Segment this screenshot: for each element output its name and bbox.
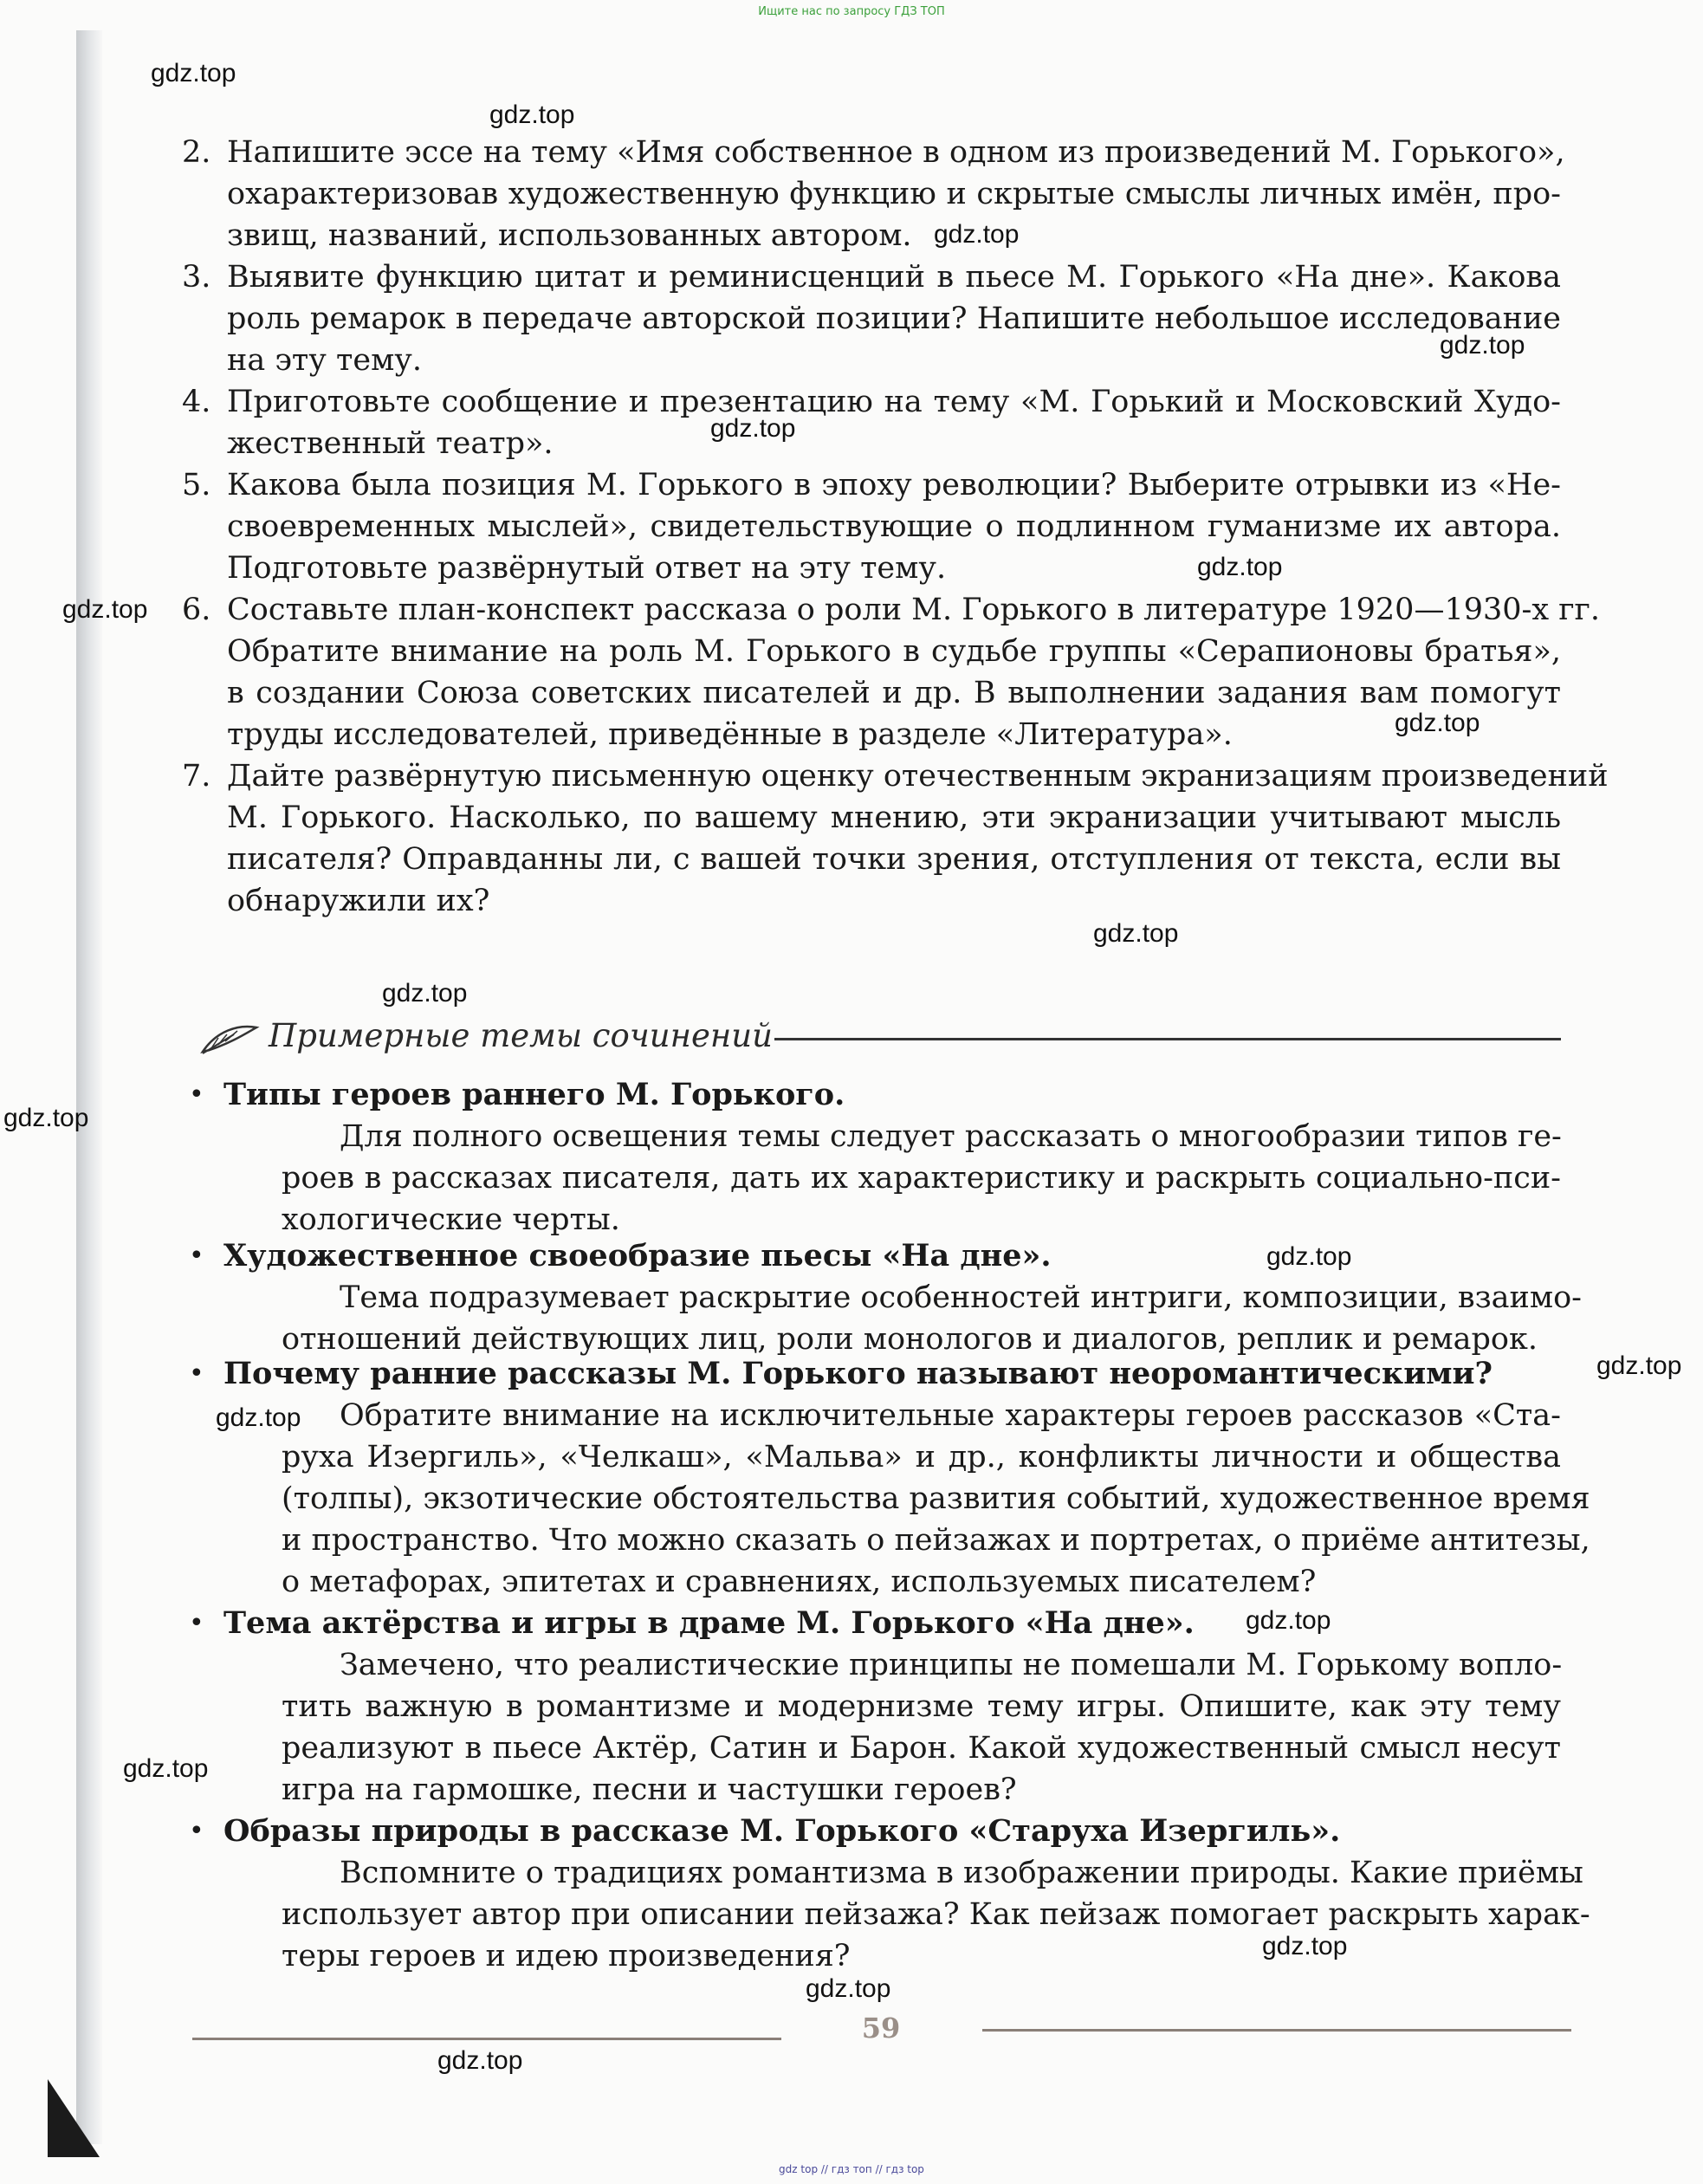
task-text-line: Какова была позиция М. Горького в эпоху революции? Выберите отрывки из «Не- — [227, 468, 1561, 502]
watermark: gdz.top — [3, 1104, 89, 1132]
watermark: gdz.top — [62, 595, 148, 624]
task-text-line: труды исследователей, приведённые в разделе «Литература». — [227, 717, 1233, 752]
top-banner[interactable]: Ищите нас по запросу ГДЗ ТОП — [758, 5, 945, 18]
task-number: 5. — [182, 468, 211, 502]
watermark: gdz.top — [1596, 1351, 1682, 1380]
watermark: gdz.top — [710, 414, 796, 443]
topic-text-line: хологические черты. — [282, 1202, 620, 1237]
task-number: 2. — [182, 135, 211, 170]
topic-text-line: игра на гармошке, песни и частушки героев? — [282, 1772, 1017, 1807]
section-title: Примерные темы сочинений — [269, 1017, 773, 1054]
task-text-line: своевременных мыслей», свидетельствующие о подлинном гуманизме их автора. — [227, 509, 1561, 544]
topic-text-line: Вспомните о традициях романтизма в изображении природы. Какие приёмы — [340, 1856, 1583, 1890]
watermark: gdz.top — [1440, 331, 1525, 360]
task-text-line: жественный театр». — [227, 426, 554, 461]
watermark: gdz.top — [806, 1974, 891, 2003]
task-text-line: в создании Союза советских писателей и др. В выполнении задания вам помогут — [227, 676, 1561, 710]
topic-text-line: теры героев и идею произведения? — [282, 1939, 851, 1973]
topic-title: Художественное своеобразие пьесы «На дне». — [223, 1238, 1052, 1273]
bullet-icon: • — [189, 1816, 204, 1846]
task-number: 4. — [182, 385, 211, 419]
topic-text-line: Обратите внимание на исключительные характеры героев рассказов «Ста- — [340, 1398, 1561, 1433]
topic-text-line: реализуют в пьесе Актёр, Сатин и Барон. Какой художественный смысл несут — [282, 1731, 1561, 1766]
quill-pen-icon — [199, 1022, 260, 1060]
watermark: gdz.top — [1197, 553, 1283, 581]
topic-text-line: роев в рассказах писателя, дать их характеристику и раскрыть социально-пси- — [282, 1161, 1561, 1196]
task-text-line: роль ремарок в передаче авторской позиции? Напишите небольшое исследование — [227, 301, 1561, 336]
topic-text-line: Для полного освещения темы следует рассказать о многообразии типов ге- — [340, 1119, 1562, 1154]
task-text-line: на эту тему. — [227, 343, 423, 378]
task-text-line: охарактеризовав художественную функцию и скрытые смыслы личных имён, про- — [227, 177, 1561, 211]
watermark: gdz.top — [934, 220, 1020, 249]
task-text-line: писателя? Оправданны ли, с вашей точки зрения, отступления от текста, если вы — [227, 842, 1561, 877]
task-number: 6. — [182, 593, 211, 627]
topic-text-line: тить важную в романтизме и модернизме тему игры. Опишите, как эту тему — [282, 1689, 1561, 1724]
section-heading — [192, 1014, 1561, 1066]
page-corner-shadow — [48, 2079, 100, 2157]
watermark: gdz.top — [1266, 1242, 1352, 1271]
bullet-icon: • — [189, 1241, 204, 1271]
book-spine-shadow — [76, 30, 102, 2144]
watermark: gdz.top — [1395, 709, 1480, 737]
topic-text-line: Тема подразумевает раскрытие особенностей интриги, композиции, взаимо- — [340, 1280, 1582, 1315]
task-text-line: Дайте развёрнутую письменную оценку отечественным экранизациям произведений — [227, 759, 1609, 794]
section-heading-rule — [774, 1038, 1561, 1040]
watermark: gdz.top — [1093, 919, 1179, 948]
task-text-line: Обратите внимание на роль М. Горького в судьбе группы «Серапионовы братья», — [227, 634, 1561, 669]
task-text-line: М. Горького. Насколько, по вашему мнению, эти экранизации учитывают мысль — [227, 800, 1561, 835]
task-text-line: обнаружили их? — [227, 884, 490, 918]
watermark: gdz.top — [382, 979, 468, 1008]
task-number: 3. — [182, 260, 211, 295]
task-text-line: Подготовьте развёрнутый ответ на эту тему. — [227, 551, 947, 586]
topic-text-line: (толпы), экзотические обстоятельства развития событий, художественное время — [282, 1481, 1590, 1516]
topic-title: Почему ранние рассказы М. Горького называют неоромантическими? — [223, 1356, 1493, 1391]
topic-text-line: о метафорах, эпитетах и сравнениях, используемых писателем? — [282, 1565, 1317, 1599]
watermark: gdz.top — [437, 2046, 523, 2075]
watermark: gdz.top — [216, 1403, 301, 1432]
topic-text-line: руха Изергиль», «Челкаш», «Мальва» и др., конфликты личности и общества — [282, 1440, 1561, 1474]
bottom-banner[interactable]: gdz top // гдз топ // гдз top — [779, 2163, 924, 2175]
watermark: gdz.top — [489, 100, 575, 129]
task-text-line: Напишите эссе на тему «Имя собственное в одном из произведений М. Горького», — [227, 135, 1565, 170]
topic-text-line: и пространство. Что можно сказать о пейзажах и портретах, о приёме антитезы, — [282, 1523, 1590, 1558]
task-number: 7. — [182, 759, 211, 794]
bullet-icon: • — [189, 1079, 204, 1110]
page-number: 59 — [861, 2012, 901, 2045]
topic-text-line: Замечено, что реалистические принципы не помешали М. Горькому вопло- — [340, 1648, 1563, 1682]
task-text-line: Приготовьте сообщение и презентацию на тему «М. Горький и Московский Худо- — [227, 385, 1561, 419]
topic-title: Тема актёрства и игры в драме М. Горького «На дне». — [223, 1605, 1195, 1641]
topic-title: Типы героев раннего М. Горького. — [223, 1077, 845, 1112]
watermark: gdz.top — [1246, 1606, 1331, 1635]
footer-rule-right — [982, 2029, 1571, 2032]
bullet-icon: • — [189, 1608, 204, 1638]
topic-title: Образы природы в рассказе М. Горького «Старуха Изергиль». — [223, 1813, 1341, 1849]
bullet-icon: • — [189, 1358, 204, 1389]
watermark: gdz.top — [123, 1754, 209, 1783]
watermark: gdz.top — [151, 59, 236, 87]
footer-rule-left — [192, 2038, 781, 2040]
task-text-line: звищ, названий, использованных автором. — [227, 218, 912, 253]
watermark: gdz.top — [1262, 1932, 1348, 1960]
task-text-line: Выявите функцию цитат и реминисценций в пьесе М. Горького «На дне». Какова — [227, 260, 1561, 295]
task-text-line: Составьте план-конспект рассказа о роли М. Горького в литературе 1920—1930-х гг. — [227, 593, 1601, 627]
topic-text-line: использует автор при описании пейзажа? Как пейзаж помогает раскрыть харак- — [282, 1897, 1590, 1932]
topic-text-line: отношений действующих лиц, роли монологов и диалогов, реплик и ремарок. — [282, 1322, 1538, 1357]
